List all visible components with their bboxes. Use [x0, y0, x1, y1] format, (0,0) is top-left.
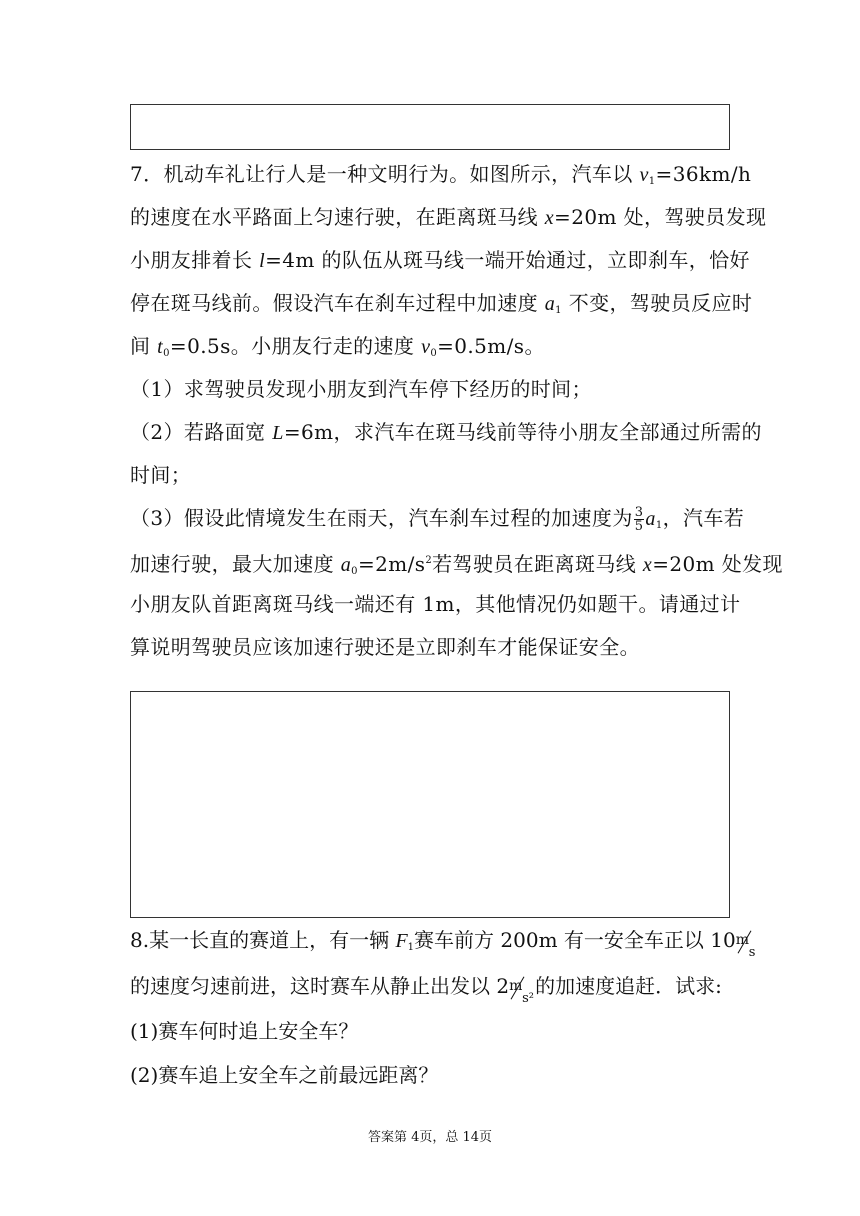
q8-part-1: (1)赛车何时追上安全车？ [130, 1019, 359, 1043]
var-a0: a [340, 554, 352, 576]
q7-part-2: （2）若路面宽 L=6m，求汽车在斑马线前等待小朋友全部通过所需的 [130, 420, 762, 444]
q7-part-3-line-3: 小朋友队首距离斑马线一端还有 1m，其他情况仍如题干。请通过计 [130, 592, 741, 616]
var-t0: t [157, 336, 164, 358]
q7-line-4: 停在斑马线前。假设汽车在刹车过程中加速度 $a_1$ 不变，驾驶员反应时 [130, 291, 753, 316]
unit-meters-per-second-squared: m s² [509, 977, 534, 1006]
unit-meters-per-second: m s [735, 931, 756, 960]
q7-line-3: 小朋友排着长 l=4m 的队伍从斑马线一端开始通过，立即刹车，恰好 [130, 248, 750, 272]
q7-part-2-cont: 时间； [130, 463, 192, 487]
var-a1: a [544, 293, 556, 315]
q7-part-3-line-4: 算说明驾驶员应该加速行驶还是立即刹车才能保证安全。 [130, 635, 640, 659]
var-v0: v [421, 336, 431, 358]
fraction-three-fifths: $\frac{3}{5}$ [634, 505, 644, 534]
q7-line-5: 间 $t_0=0.5s$。小朋友行走的速度 $v_0=0.5m/s$。 [130, 334, 545, 359]
q7-line-2: 的速度在水平路面上匀速行驶，在距离斑马线 x=20m 处，驾驶员发现 [130, 205, 767, 229]
q7-line-1: 7．机动车礼让行人是一种文明行为。如图所示，汽车以 $v_1=36km/h$ [130, 162, 752, 187]
var-l: l [259, 250, 266, 272]
q8-part-2: (2)赛车追上安全车之前最远距离？ [130, 1063, 439, 1087]
var-L: L [272, 422, 284, 444]
answer-box-top [130, 104, 730, 150]
q7-part-3-line-2: 加速行驶，最大加速度 $a_0=2m/s^2$若驾驶员在距离斑马线 x=20m 处发现 [130, 552, 783, 577]
q8-line-1: 8.某一长直的赛道上，有一辆 $F_1$赛车前方 200m 有一安全车正以 10 m s [130, 926, 762, 962]
answer-box-q7 [130, 691, 730, 918]
var-v1: v [639, 164, 649, 186]
q7-part-3: （3）假设此情境发生在雨天，汽车刹车过程的加速度为 $\frac{3}{5}$ $a_1$，汽车若 [130, 505, 745, 534]
var-x: x [544, 207, 555, 229]
var-F1: F [395, 930, 408, 952]
q7-part-1: （1）求驾驶员发现小朋友到汽车停下经历的时间； [130, 377, 592, 401]
q8-line-2: 的速度匀速前进，这时赛车从静止出发以 2 m s² 的加速度追赶．试求: [130, 974, 722, 1006]
page-footer: 答案第 4页，总 14页 [367, 1130, 493, 1145]
